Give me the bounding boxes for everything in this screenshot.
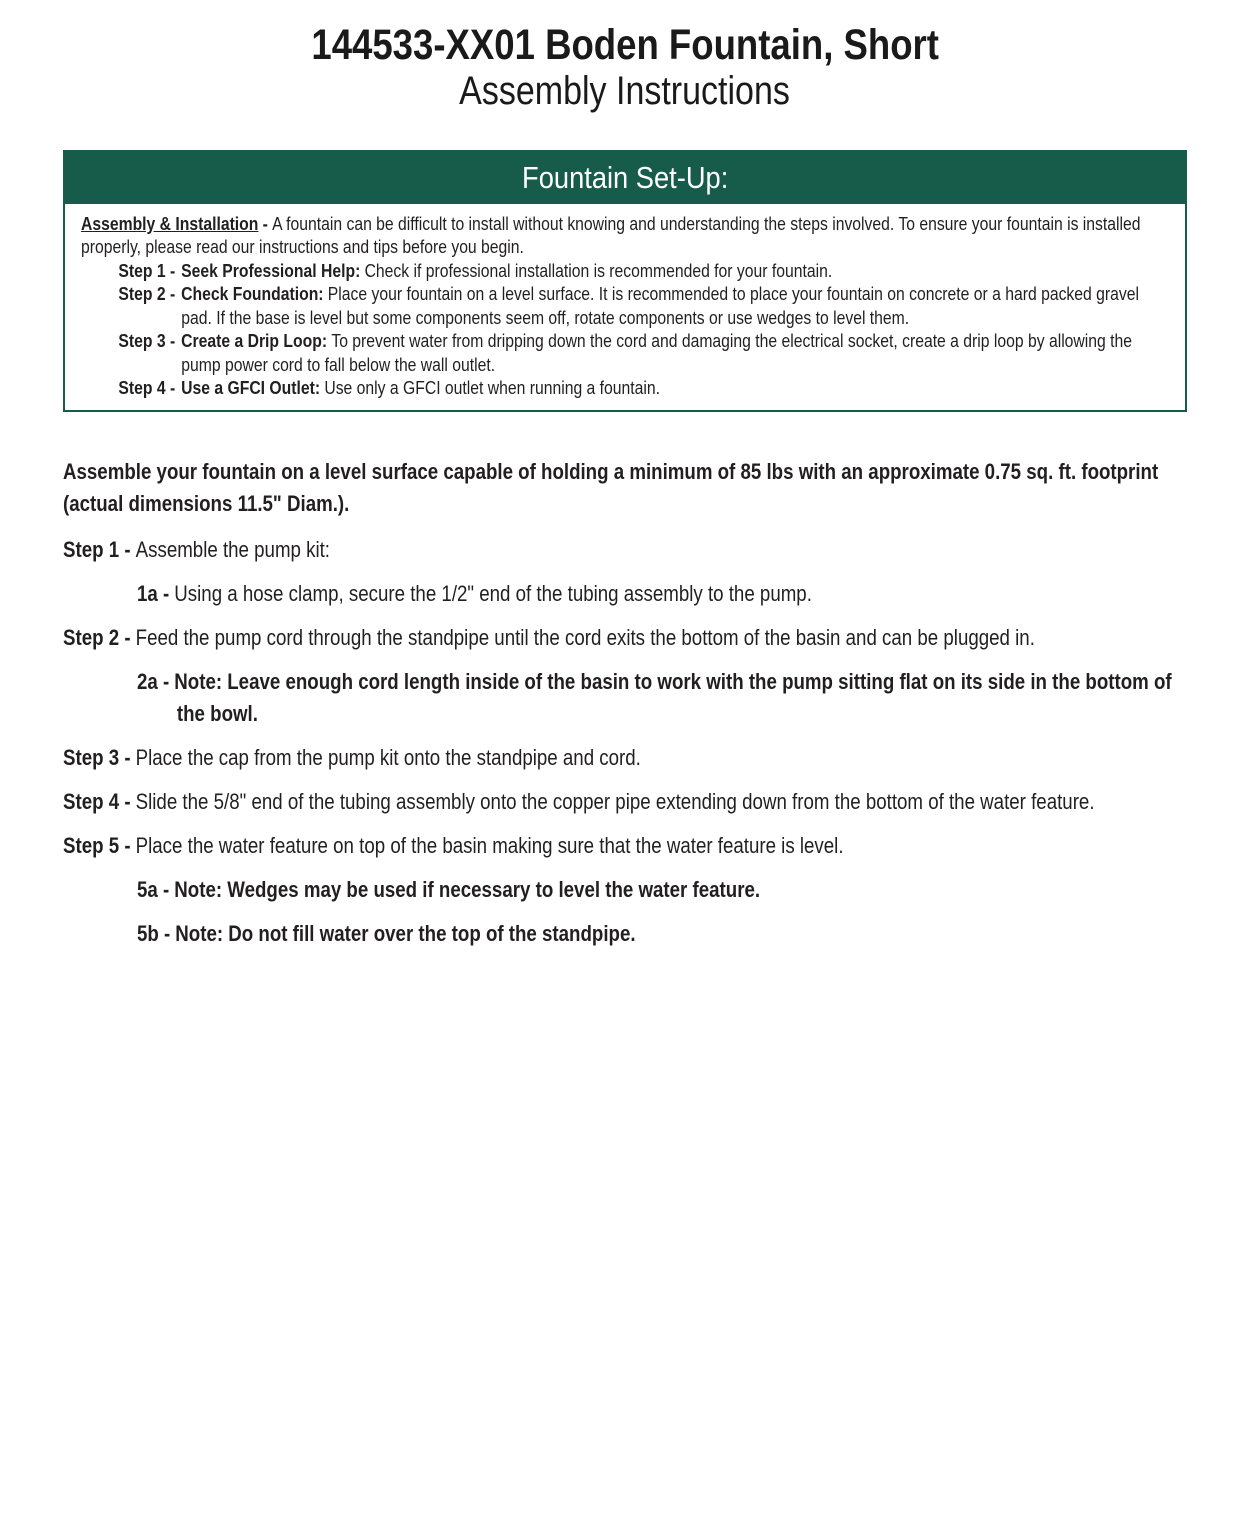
instruction-step-1a-text: Using a hose clamp, secure the 1/2" end of the tubing assembly to the pump. <box>174 580 812 606</box>
instruction-step-5b-label: 5b - <box>136 920 171 946</box>
instruction-step-2-text: Feed the pump cord through the standpipe until the cord exits the bottom of the basin and can be plugged in. <box>135 624 1035 650</box>
assembly-instructions <box>63 456 1250 950</box>
instruction-step-5-text: Place the water feature on top of the basin making sure that the water feature is level. <box>135 832 844 858</box>
instruction-step-5b <box>137 918 1183 950</box>
instruction-step-2a-text: Note: Leave enough cord length inside of the basin to work with the pump sitting flat on its side in the bottom of the bowl. <box>174 668 1172 726</box>
instruction-step-1-text: Assemble the pump kit: <box>135 536 331 562</box>
instruction-step-5a-text: Note: Wedges may be used if necessary to level the water feature. <box>174 876 761 902</box>
instruction-step-2a-label: 2a - <box>136 668 170 694</box>
page-title <box>0 22 1250 114</box>
title-line-1: 144533-XX01 Boden Fountain, Short <box>311 21 939 69</box>
setup-step-3-text: To prevent water from dripping down the cord and damaging the electrical socket, create a drip loop by allowing the pump power cord to fall below the wall outlet. <box>181 330 1133 375</box>
instruction-step-1a-label: 1a - <box>136 580 170 606</box>
instruction-step-3-text: Place the cap from the pump kit onto the standpipe and cord. <box>135 744 641 770</box>
setup-step-3-title: Create a Drip Loop: <box>181 330 328 352</box>
setup-step-1-title: Seek Professional Help: <box>181 259 361 281</box>
instruction-step-4-label: Step 4 - <box>63 788 131 814</box>
instruction-step-5-label: Step 5 - <box>63 832 131 858</box>
setup-intro <box>81 212 1170 259</box>
setup-step-1-label: Step 1 - <box>118 259 176 281</box>
document-page <box>0 22 1250 1522</box>
instruction-step-1-label: Step 1 - <box>63 536 131 562</box>
setup-step-4-label: Step 4 - <box>118 377 176 399</box>
setup-step-2-title: Check Foundation: <box>181 283 324 305</box>
title-line-2: Assembly Instructions <box>459 69 791 114</box>
setup-box <box>63 150 1187 412</box>
setup-step-3-label: Step 3 - <box>118 330 176 352</box>
instruction-step-1a <box>137 578 1183 610</box>
setup-step-2 <box>118 282 1169 329</box>
instruction-step-2-label: Step 2 - <box>63 624 131 650</box>
instruction-step-5 <box>63 830 1183 862</box>
setup-intro-label: Assembly & Installation <box>81 212 259 234</box>
setup-step-2-label: Step 2 - <box>118 283 176 305</box>
instruction-step-5a-label: 5a - <box>136 876 170 902</box>
instruction-step-3 <box>63 742 1183 774</box>
setup-step-4-title: Use a GFCI Outlet: <box>181 377 321 399</box>
instruction-step-2 <box>63 622 1183 654</box>
setup-box-header <box>65 152 1185 204</box>
instruction-step-4-text: Slide the 5/8" end of the tubing assembly onto the copper pipe extending down from the bottom of the water feature. <box>135 788 1095 814</box>
surface-requirement-note: Assemble your fountain on a level surface capable of holding a minimum of 85 lbs with an approximate 0.75 sq. ft. footprint (actual dimensions 11.5" Diam.). <box>63 458 1159 516</box>
setup-box-header-title: Fountain Set-Up: <box>521 159 729 195</box>
setup-step-4 <box>118 376 1169 400</box>
setup-box-body <box>65 204 1185 410</box>
setup-intro-separator: - <box>262 212 268 234</box>
instruction-step-4 <box>63 786 1183 818</box>
setup-step-1-text: Check if professional installation is recommended for your fountain. <box>364 259 833 281</box>
setup-step-3 <box>118 329 1169 376</box>
instruction-step-5a <box>137 874 1183 906</box>
instruction-step-1 <box>63 534 1183 566</box>
setup-step-2-text: Place your fountain on a level surface. It is recommended to place your fountain on concrete or a hard packed gravel pad. If the base is level but some components seem off, rotate components or use wedges to level them. <box>181 283 1139 328</box>
setup-step-4-text: Use only a GFCI outlet when running a fountain. <box>324 377 661 399</box>
instruction-step-5b-text: Note: Do not fill water over the top of the standpipe. <box>175 920 636 946</box>
setup-step-1 <box>118 259 1169 283</box>
setup-intro-text: A fountain can be difficult to install without knowing and understanding the steps involved. To ensure your fountain is installed properly, please read our instructions and tips before you begin. <box>81 212 1141 258</box>
instruction-step-3-label: Step 3 - <box>63 744 131 770</box>
instruction-step-2a <box>137 666 1183 730</box>
